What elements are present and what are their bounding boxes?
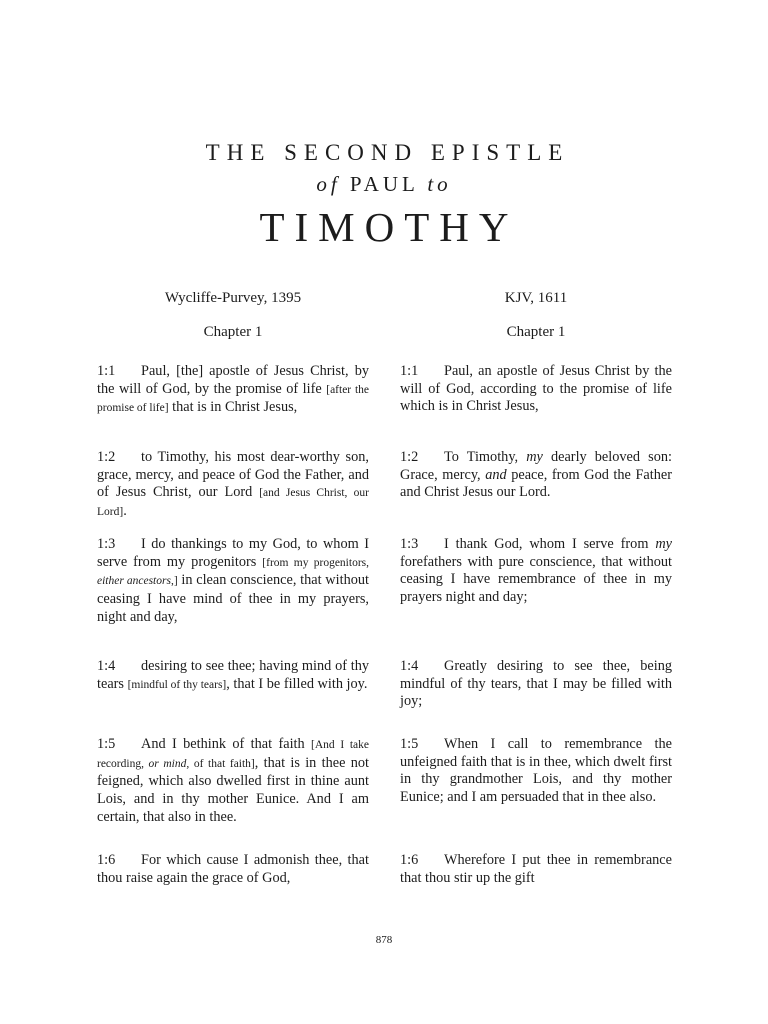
verse-gloss: ,] <box>170 575 178 588</box>
verse-gloss: [And I take recording, <box>97 739 369 770</box>
verse-text: desiring to see thee; having mind of thy tears <box>97 658 369 692</box>
left-column-header: Wycliffe-Purvey, 1395 <box>164 290 302 306</box>
verse-1-4 <box>400 658 672 711</box>
right-column-header: KJV, 1611 <box>504 290 568 306</box>
verse-text: , that is in thee not feigned, which also dwelled first in thine aunt Lois, and in thy mother Eunice. And I am certain, that also in thee. <box>97 754 369 825</box>
verse-number: 1:1 <box>400 363 419 379</box>
title-line-timothy: TIMOTHY <box>259 204 519 250</box>
verse-1-3 <box>400 536 672 607</box>
verse-text: to Timothy, his most dear-worthy son, grace, mercy, and peace of God the Father, and of Jesus Christ, our Lord <box>97 449 369 501</box>
verse-gloss: [after the promise of life] <box>97 383 369 415</box>
verse-number: 1:5 <box>97 736 116 752</box>
verse-text: For which cause I admonish thee, that thou raise again the grace of God, <box>97 852 369 886</box>
title-word-to: to <box>427 172 452 196</box>
verse-text: in clean conscience, that without ceasing I have mind of thee in my prayers, night and day, <box>97 572 369 625</box>
verse-text: I do thankings to my God, to whom I serve from my progenitors <box>97 536 369 570</box>
verse-number: 1:6 <box>400 852 419 868</box>
verse-text: Paul, [the] apostle of Jesus Christ, by the will of God, by the promise of life <box>97 363 369 397</box>
title-word-paul: PAUL <box>349 172 419 196</box>
verse-1-6 <box>400 852 672 887</box>
verse-it: my <box>526 449 543 465</box>
verse-number: 1:4 <box>97 658 116 674</box>
verse-number: 1:2 <box>400 449 419 465</box>
verse-number: 1:4 <box>400 658 419 674</box>
verse-text: Wherefore I put thee in remembrance that thou stir up the gift <box>400 852 672 886</box>
verse-it: and <box>485 466 507 483</box>
verse-text: forefathers with pure conscience, that without ceasing I have remembrance of thee in my prayers night and day; <box>400 553 672 606</box>
right-column-kjv <box>400 288 672 886</box>
title-word-of: of <box>316 172 341 196</box>
verse-number: 1:3 <box>97 536 116 552</box>
verse-text: I thank God, whom I serve from <box>444 536 656 552</box>
verse-number: 1:3 <box>400 536 419 552</box>
verse-text: Paul, an apostle of Jesus Christ by the will of God, according to the promise of life which is in Christ Jesus, <box>400 363 672 415</box>
verse-1-2 <box>400 449 672 502</box>
page-number: 878 <box>375 934 393 946</box>
verse-gloss: [mindful of thy tears] <box>127 678 227 691</box>
verse-1-5 <box>97 736 369 827</box>
title-block <box>0 138 768 250</box>
verse-1-2 <box>97 449 369 522</box>
verse-number: 1:1 <box>97 363 116 379</box>
left-chapter-heading: Chapter 1 <box>203 324 263 340</box>
verse-gloss-it: or mind, <box>148 757 190 770</box>
verse-text: And I bethink of that faith <box>141 736 312 752</box>
verse-gloss: [and Jesus Christ, our Lord] <box>97 487 369 519</box>
verse-text: When I call to remembrance the unfeigned faith that is in thee, which dwelt first in thy grandmother Lois, and thy mother Eunice; and I am persuaded that in thee also. <box>400 736 672 806</box>
title-line-of-paul-to <box>0 170 768 198</box>
verse-text: To Timothy, <box>444 449 527 465</box>
left-column-wycliffe <box>97 288 370 886</box>
verse-text: peace, from God the Father and Christ Jesus our Lord. <box>400 466 672 501</box>
verse-text: that is in Christ Jesus, <box>168 399 298 416</box>
verse-1-5 <box>400 736 672 807</box>
title-line-second-epistle: THE SECOND EPISTLE <box>205 140 570 165</box>
verse-text: , that I be filled with joy. <box>226 675 368 692</box>
verse-text: Greatly desiring to see thee, being mindful of thy tears, that I may be filled with joy; <box>400 658 672 710</box>
right-chapter-heading: Chapter 1 <box>506 324 566 340</box>
verse-1-1 <box>400 363 672 416</box>
verse-text: . <box>123 503 127 520</box>
verse-1-6 <box>97 852 369 887</box>
verse-number: 1:2 <box>97 449 116 465</box>
verse-gloss-it: either ancestors <box>97 575 171 588</box>
verse-it: my <box>655 536 672 552</box>
verse-gloss: of that faith] <box>189 757 255 770</box>
verse-1-4 <box>97 658 369 694</box>
verse-1-1 <box>97 363 369 418</box>
verse-gloss: [from my progenitors, <box>262 556 370 569</box>
verse-number: 1:6 <box>97 852 116 868</box>
verse-text: dearly beloved son: Grace, mercy, <box>400 449 672 483</box>
verse-1-3 <box>97 536 369 627</box>
verse-number: 1:5 <box>400 736 419 752</box>
